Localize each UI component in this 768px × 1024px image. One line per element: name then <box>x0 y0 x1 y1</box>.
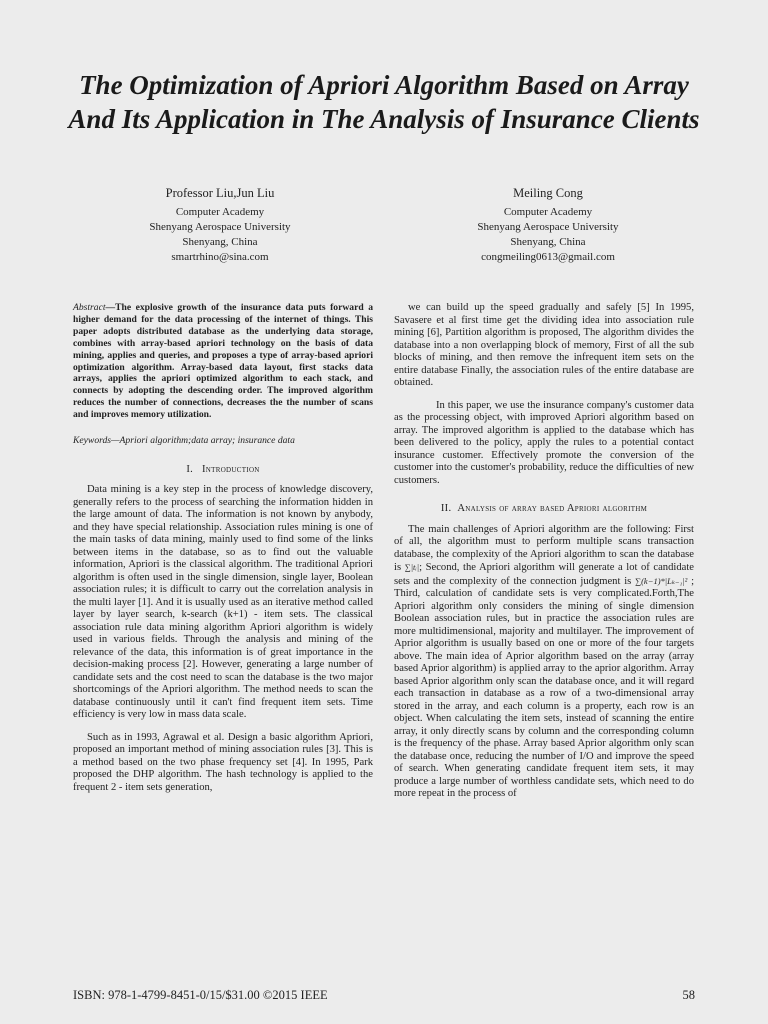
author-university: Shenyang Aerospace University <box>149 221 291 233</box>
author-email: smartrhino@sina.com <box>171 251 269 263</box>
section-title: Analysis of array based Apriori algorithm <box>457 503 648 514</box>
author-university: Shenyang Aerospace University <box>477 221 619 233</box>
analysis-text-c: ; Third, calculation of candidate sets is very complicated.Forth,The Apriori algorithm only considers the mining of single dimension Boolean association rules, but in practice the association rules are more multidimensional, majority and multilayer. The improvement of Aprior algorithm is usually based on one or more of the four targets above. The main idea of Aprior algorithm based on the array (array based Aprior algorithm) is applied array to the aprior algorithm. Array based Aprior algorithm only scan the database once, and it will regard each transaction in database as a row of a two-dimensional array stored in the array, and each column is a property, each row is an object. When calculating the item sets, instead of scanning the entire array, it only directly scans by column and the corresponding column is the frequency of the phase. Array based Aprior algorithm only scan the database once, reducing the number of I/O and improve the speed of search. When generating candidate frequent item sets, it may produce a large number of worthless candidate sets, which need to do more repeat in the process of <box>394 575 695 799</box>
analysis-text-b: ; Second, the Apriori algorithm will generate a lot of candidate sets and the complexity of the connection judgment is <box>394 562 694 587</box>
section-number: I. <box>186 463 194 475</box>
formula-join-complexity: ∑(k−1)*|Lₖ₋₁|² <box>635 575 688 586</box>
abstract <box>73 302 373 421</box>
analysis-text-a: The main challenges of Apriori algorithm are the following: First of all, the algorithm must to perform multiple scans transaction database, the complexity of the Apriori algorithm to scan the database is <box>394 523 694 573</box>
section-number: II. <box>440 503 452 514</box>
analysis-paragraph <box>394 524 694 801</box>
intro-paragraph-1: Data mining is a key step in the process of knowledge discovery, generally refers to the process of searching the information hidden in the large amount of data. The information is not known by anybody, and they have special relationship. Association rules mining is one of the main tasks of data mining, mainly used to find some of the links between items in the database, so as to find out the valuable information, Apriori is the classical algorithm. The traditional Apriori algorithm is often used in the single dimension, single layer, Boolean association rules; it is difficult to carry out the correlation analysis in the multi layer [1]. And it is usually used as an iterative method called layer by layer search, k-search (k+1) - item sets. The classical association rule data mining algorithm Apriori algorithm is widely used in various fields. Through the analysis and mining of the relevance of the data, this information is of great importance in the decision-making process [2]. However, generating a large number of candidate sets and the cost need to scan the database is the two major shortcomings of the Apriori algorithm. The method needs to scan the database continuously until it can't find frequent item sets. Time efficiency is very low in mass data scale. <box>73 484 373 721</box>
section-heading-introduction <box>73 464 373 477</box>
section-title: Introduction <box>201 463 260 475</box>
paper-title: The Optimization of Apriori Algorithm Based on Array And Its Application in The Analysis of Insurance Clients <box>68 70 700 134</box>
author-block-2 <box>408 186 688 265</box>
section-heading-analysis <box>394 503 694 516</box>
author-name: Professor Liu,Jun Liu <box>165 186 275 200</box>
author-location: Shenyang, China <box>182 236 258 248</box>
author-affiliation: Computer Academy <box>503 206 593 218</box>
abstract-text: —The explosive growth of the insurance data puts forward a higher demand for the data processing of the internet of things. This paper adopts distributed database as the underlying data storage, combines with array-based apriori technology on the basis of data mining, applies and queries, and proposes a type of array-based apriori optimization algorithm. Array-based data layout, first stacks data arrays, applies the apriori optimized algorithm to each stack, and connects by adopting the descending order. The improved algorithm reduces the number of connections, decreases the the number of scans and improves memory utilization. <box>73 302 373 421</box>
author-affiliation: Computer Academy <box>175 206 265 218</box>
right-paragraph-2: In this paper, we use the insurance company's customer data as the processing object, with improved Apriori algorithm based on array. The improved algorithm is applied to the database which has been delivered to the policy, apply the rules to a potential contact insurance customer. Effectively promote the conversion of the customer into the customer's probability, reduce the difficulties of new customers. <box>394 399 694 486</box>
abstract-label: Abstract <box>73 302 106 313</box>
author-email: congmeiling0613@gmail.com <box>481 251 615 263</box>
author-name: Meiling Cong <box>513 186 583 200</box>
page-number: 58 <box>682 988 695 1002</box>
right-column <box>394 302 694 801</box>
author-location: Shenyang, China <box>510 236 586 248</box>
left-column <box>73 302 373 794</box>
keywords: Keywords—Apriori algorithm;data array; insurance data <box>73 435 295 447</box>
formula-scan-complexity: ∑|tᵢ| <box>404 562 420 572</box>
isbn-line: ISBN: 978-1-4799-8451-0/15/$31.00 ©2015 IEEE <box>73 988 328 1002</box>
intro-paragraph-2: Such as in 1993, Agrawal et al. Design a basic algorithm Apriori, proposed an important method of mining association rules [3]. This is a method based on the two phase frequency set [4]. In 1995, Park proposed the DHP algorithm. The hash technology is applied to the frequent 2 - item sets generation, <box>73 731 373 793</box>
author-block-1 <box>80 186 360 265</box>
right-paragraph-1: we can build up the speed gradually and safely [5] In 1995, Savasere et al first time get the dividing idea into association rule mining [6], Partition algorithm is proposed, The algorithm divides the database into a non overlapping block of memory, First of all the sub blocks of mining, and then remove the infrequent item sets on the entire database Finally, the association rules of the entire database are obtained. <box>394 302 694 388</box>
